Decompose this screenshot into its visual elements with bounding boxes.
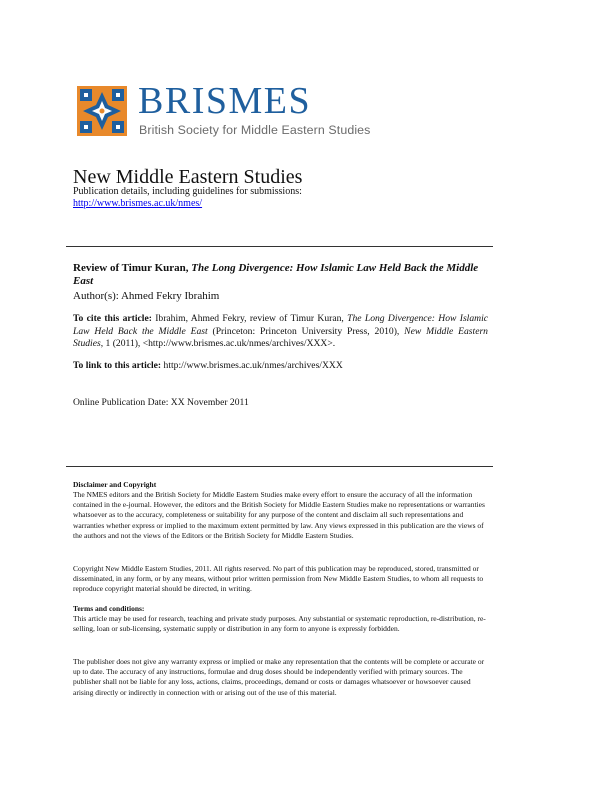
citation-block [73,313,488,351]
terms-body: This article may be used for research, teaching and private study purposes. Any substantial or systematic reproduction, re-distribution, re-selling, loan or sub-licensing, systematic supply or distribution in any form to anyone is expressly forbidden. [73,614,486,634]
brismes-subtitle: British Society for Middle Eastern Studies [139,123,371,137]
divider-middle [66,466,493,467]
article-title [73,262,488,288]
citation-label: To cite this article: [73,313,152,324]
citation-book: The Long Divergence: How Islamic Law Held Back the Middle East [73,313,488,337]
journal-title: New Middle Eastern Studies [73,166,303,188]
brismes-logo-mark [77,86,127,136]
citation-text-1: Ibrahim, Ahmed Fekry, review of Timur Kuran, [151,313,348,324]
publication-details: Publication details, including guidelines for submissions: [73,186,302,197]
citation-text-2: (Princeton: Princeton University Press, 2010), [207,325,405,337]
article-link-block [73,360,343,371]
article-link-url[interactable]: http://www.brismes.ac.uk/nmes/archives/XXX [161,360,343,371]
journal-url-link[interactable]: http://www.brismes.ac.uk/nmes/ [73,198,203,209]
author-line: Author(s): Ahmed Fekry Ibrahim [73,290,220,302]
brismes-wordmark: BRISMES [138,80,312,122]
disclaimer-heading: Disclaimer and Copyright [73,480,157,489]
online-publication-date: Online Publication Date: XX November 2011 [73,397,249,408]
disclaimer-body: The NMES editors and the British Society for Middle Eastern Studies make every effort to ensure the accuracy of all the information contained in the e-journal. However, the editors and the British Society for Middle Eastern Studies make no representations or warranties whatsoever as to the accuracy, completeness or suitability for any purpose of the content and disclaim all such representations and warranties whether express or implied to the maximum extent permitted by law. Any views expressed in this publication are the views of the authors and not the views of the Editors or the British Society for Middle Eastern Studies. [73,490,485,540]
terms-heading: Terms and conditions: [73,604,145,613]
article-title-prefix: Review of Timur Kuran, [73,262,192,274]
citation-journal: New Middle Eastern Studies [73,325,488,350]
article-link-label: To link to this article: [73,360,162,371]
liability-notice: The publisher does not give any warranty express or implied or make any representation that the contents will be complete or accurate or up to date. The accuracy of any instructions, formulae and drug doses should be independently verified with primary sources. The publisher shall not be liable for any loss, actions, claims, proceedings, demand or costs or damages whatsoever or howsoever caused arising directly or indirectly in connection with or arising out of the use of this material. [73,657,485,697]
divider-top [66,246,493,247]
citation-text-3: , 1 (2011), <http://www.brismes.ac.uk/nmes/archives/XXX>. [100,338,336,350]
copyright-notice: Copyright New Middle Eastern Studies, 2011. All rights reserved. No part of this publication may be reproduced, stored, transmitted or disseminated, in any form, or by any means, without prior written permission from New Middle Eastern Studies, to whom all requests to reproduce copyright material should be directed, in writing. [73,564,484,594]
article-title-book: The Long Divergence: How Islamic Law Held Back the Middle East [73,262,479,287]
